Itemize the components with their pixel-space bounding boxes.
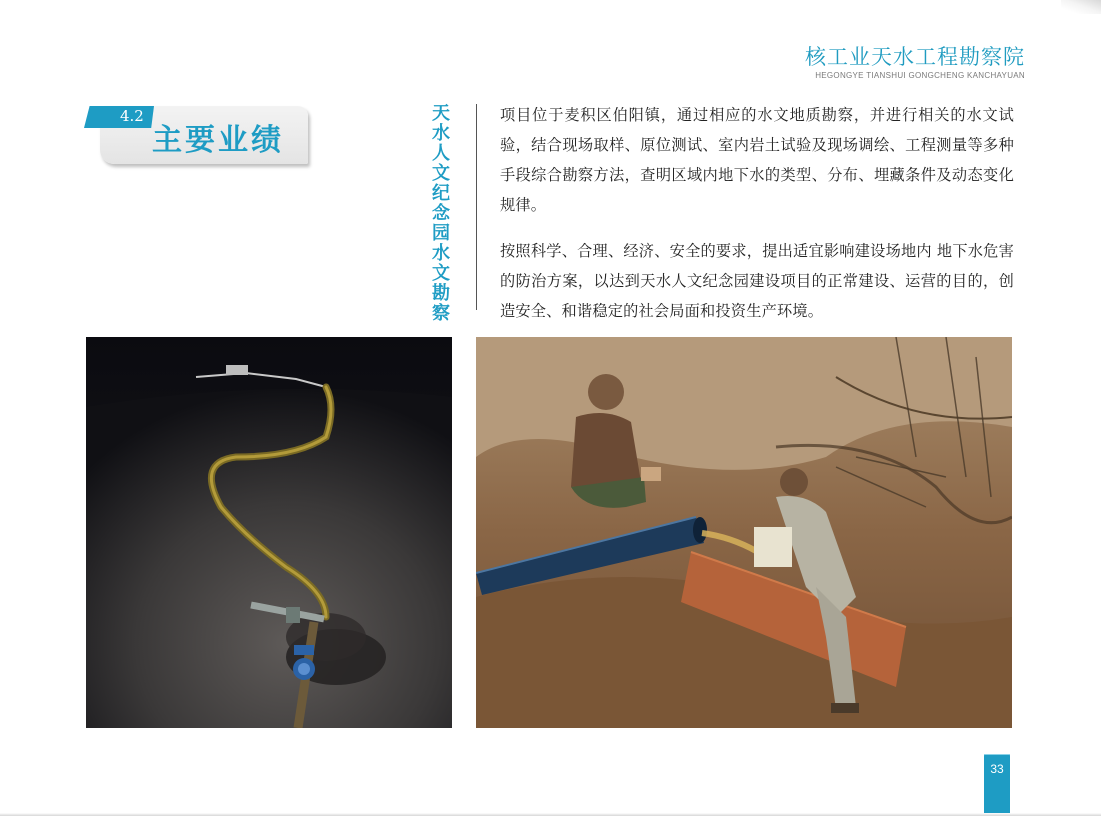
section-number: 4.2	[120, 107, 144, 125]
field-survey-photo-illustration	[476, 337, 1012, 728]
section-title: 主要业绩	[152, 123, 284, 158]
section-badge	[84, 102, 310, 166]
brand-header	[805, 44, 1025, 80]
paragraph-2: 按照科学、合理、经济、安全的要求，提出适宜影响建设场地内 地下水危害的防治方案，以达到天水人文纪念园建设项目的正常建设、运营的目的，创造安全、和谐稳定的社会局面和投资生产环境。	[500, 242, 1014, 320]
photo-field-survey	[476, 337, 1012, 728]
page-corner-shadow	[1061, 0, 1101, 14]
title-divider	[476, 104, 477, 310]
photo-night-water-meter	[86, 337, 452, 728]
night-hose-photo-illustration	[86, 337, 452, 728]
page-number: 33	[990, 762, 1004, 776]
brand-name-cn: 核工业天水工程勘察院	[805, 45, 1025, 69]
brand-name-en: HEGONGYE TIANSHUI GONGCHENG KANCHAYUAN	[815, 71, 1025, 80]
paragraph-1: 项目位于麦积区伯阳镇，通过相应的水文地质勘察，并进行相关的水文试验，结合现场取样、原位测试、室内岩土试验及现场调绘、工程测量等多种手段综合勘察方法，查明区域内地下水的类型、分布、埋藏条件及动态变化规律。	[500, 106, 1014, 214]
page-number-tab	[984, 754, 1010, 816]
project-vertical-title: 天水人文纪念园水文勘察	[432, 103, 450, 324]
project-description	[500, 100, 1014, 326]
